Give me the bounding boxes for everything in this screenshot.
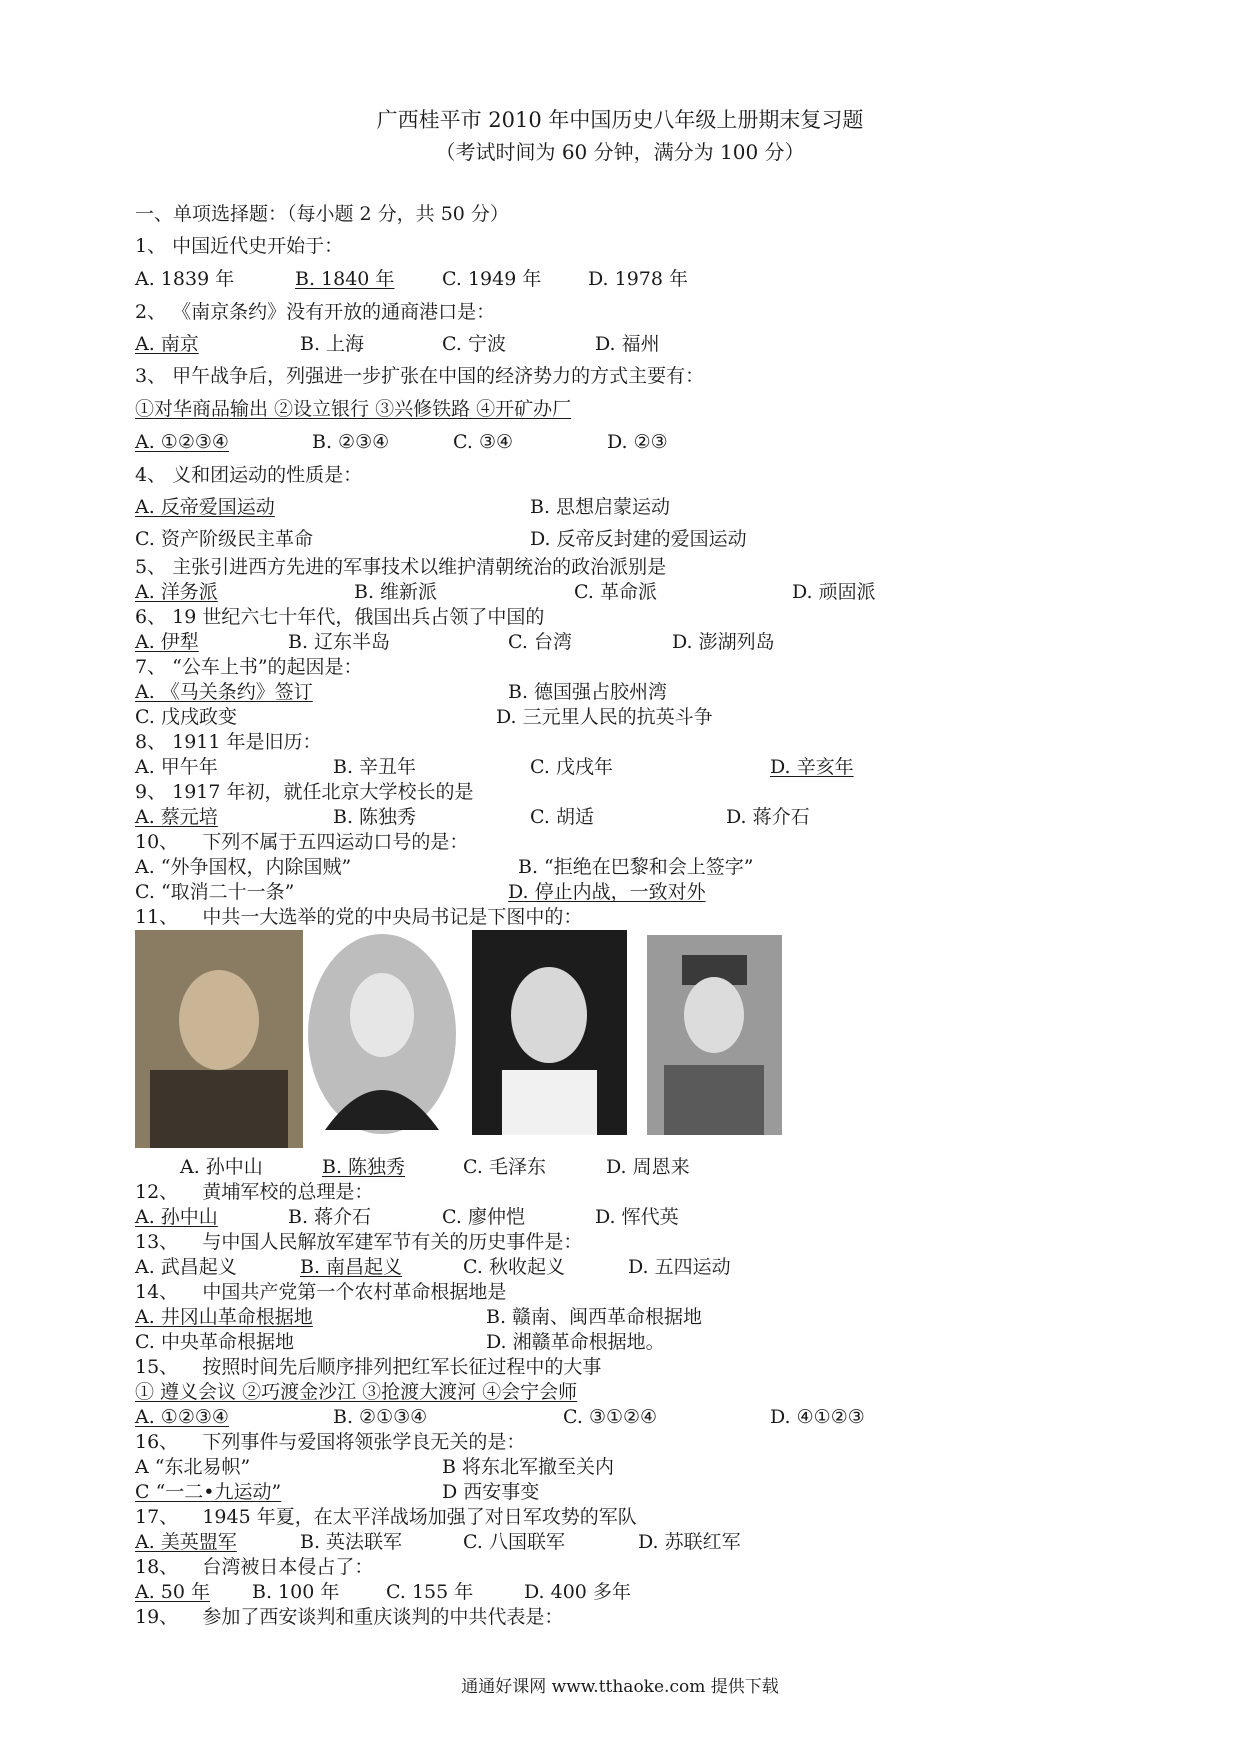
question-stem: 6、 19 世纪六七十年代，俄国出兵占领了中国的 [135, 606, 545, 628]
photo-face [179, 970, 259, 1070]
option: A. 美英盟军 [135, 1531, 237, 1553]
question-stem: 18、 台湾被日本侵占了： [135, 1556, 374, 1578]
option: C. ③①②④ [563, 1406, 658, 1428]
option: B. 100 年 [252, 1581, 340, 1603]
page-footer: 通通好课网 www.tthaoke.com 提供下载 [461, 1677, 779, 1697]
question-extra: ①对华商品输出 ②设立银行 ③兴修铁路 ④开矿办厂 [135, 398, 572, 420]
option: B 将东北军撤至关内 [442, 1456, 615, 1478]
option: B. ②①③④ [333, 1406, 428, 1428]
photo-body [150, 1070, 288, 1148]
question-stem: 16、 下列事件与爱国将领张学良无关的是： [135, 1431, 526, 1453]
option: C. 毛泽东 [463, 1156, 546, 1178]
portrait-photo [135, 930, 303, 1148]
option: B. 维新派 [354, 581, 438, 603]
option: A. 孙中山 [180, 1156, 263, 1178]
option: B. 英法联军 [300, 1531, 403, 1553]
photo-body [664, 1065, 764, 1135]
option: C. “取消二十一条” [135, 881, 295, 903]
option: B. 赣南、闽西革命根据地 [486, 1306, 703, 1328]
option: C. 革命派 [574, 581, 657, 603]
question-stem: 1、 中国近代史开始于： [135, 235, 344, 257]
option: B. 德国强占胶州湾 [508, 681, 668, 703]
question-extra: ① 遵义会议 ②巧渡金沙江 ③抢渡大渡河 ④会宁会师 [135, 1381, 578, 1403]
photo-face [350, 973, 414, 1057]
option: A. 武昌起义 [135, 1256, 237, 1278]
option: C. 1949 年 [442, 268, 542, 290]
option: D. 400 多年 [524, 1581, 631, 1603]
question-stem: 10、 下列不属于五四运动口号的是： [135, 831, 469, 853]
section-heading: 一、单项选择题：（每小题 2 分，共 50 分） [135, 203, 509, 225]
option: C. 资产阶级民主革命 [135, 528, 313, 550]
option: D. 恽代英 [595, 1206, 679, 1228]
photo-face [684, 977, 744, 1053]
option: C. 廖仲恺 [442, 1206, 525, 1228]
option: A. 伊犁 [135, 631, 199, 653]
option: B. 陈独秀 [333, 806, 417, 828]
option: A. 南京 [135, 333, 199, 355]
option: D. 停止内战，一致对外 [508, 881, 706, 903]
option: A. 反帝爱国运动 [135, 496, 275, 518]
question-stem: 8、 1911 年是旧历： [135, 731, 322, 753]
question-stem: 2、 《南京条约》没有开放的通商港口是： [135, 301, 496, 323]
option: C “一二•九运动” [135, 1481, 282, 1503]
option: D. 反帝反封建的爱国运动 [530, 528, 747, 550]
option: C. 宁波 [442, 333, 506, 355]
option: B. 辛丑年 [333, 756, 417, 778]
option: C. 戊戌政变 [135, 706, 237, 728]
option: D. ④①②③ [770, 1406, 865, 1428]
option: D 西安事变 [442, 1481, 540, 1503]
question-stem: 19、 参加了西安谈判和重庆谈判的中共代表是： [135, 1606, 564, 1628]
question-stem: 12、 黄埔军校的总理是： [135, 1181, 374, 1203]
option: A. 甲午年 [135, 756, 218, 778]
option: D. 周恩来 [606, 1156, 690, 1178]
option: A. 50 年 [135, 1581, 211, 1603]
option: A. 孙中山 [135, 1206, 218, 1228]
portrait-photo [642, 930, 787, 1140]
question-stem: 5、 主张引进西方先进的军事技术以维护清朝统治的政治派别是 [135, 556, 667, 578]
option: A. 井冈山革命根据地 [135, 1306, 313, 1328]
option: A. 《马关条约》签订 [135, 681, 313, 703]
option: A. 蔡元培 [135, 806, 218, 828]
option: D. 蒋介石 [726, 806, 810, 828]
question-stem: 4、 义和团运动的性质是： [135, 464, 363, 486]
option: D. 1978 年 [588, 268, 689, 290]
photo-face [511, 967, 587, 1063]
question-stem: 14、 中国共产党第一个农村革命根据地是 [135, 1281, 507, 1303]
question-stem: 11、 中共一大选举的党的中央局书记是下图中的： [135, 906, 583, 928]
option: B. 南昌起义 [300, 1256, 403, 1278]
option: D. 五四运动 [628, 1256, 731, 1278]
option: D. 湘赣革命根据地。 [486, 1331, 665, 1353]
photo-body [502, 1070, 597, 1135]
option: B. “拒绝在巴黎和会上签字” [518, 856, 754, 878]
option: D. 澎湖列岛 [672, 631, 775, 653]
question-stem: 9、 1917 年初，就任北京大学校长的是 [135, 781, 474, 803]
question-stem: 7、 “公车上书”的起因是： [135, 656, 363, 678]
option: B. ②③④ [312, 431, 390, 453]
option: C. ③④ [453, 431, 514, 453]
portrait-photo [305, 930, 460, 1138]
question-stem: 3、 甲午战争后，列强进一步扩张在中国的经济势力的方式主要有： [135, 365, 705, 387]
option: B. 蒋介石 [288, 1206, 372, 1228]
page-subtitle: （考试时间为 60 分钟，满分为 100 分） [435, 140, 805, 164]
option: D. 辛亥年 [770, 756, 854, 778]
option: A. ①②③④ [135, 431, 229, 453]
option: D. 三元里人民的抗英斗争 [496, 706, 713, 728]
option: B. 辽东半岛 [288, 631, 391, 653]
option: A. 洋务派 [135, 581, 218, 603]
option: B. 上海 [300, 333, 365, 355]
option: A. 1839 年 [135, 268, 235, 290]
option: C. 中央革命根据地 [135, 1331, 294, 1353]
option: C. 戊戌年 [530, 756, 613, 778]
option: D. 福州 [595, 333, 660, 355]
option: C. 八国联军 [463, 1531, 565, 1553]
option: D. ②③ [607, 431, 668, 453]
question-stem: 17、 1945 年夏，在太平洋战场加强了对日军攻势的军队 [135, 1506, 637, 1528]
option: D. 苏联红军 [638, 1531, 741, 1553]
page-title: 广西桂平市 2010 年中国历史八年级上册期末复习题 [376, 108, 864, 132]
question-stem: 15、 按照时间先后顺序排列把红军长征过程中的大事 [135, 1356, 602, 1378]
option: C. 台湾 [508, 631, 572, 653]
option: C. 155 年 [386, 1581, 474, 1603]
option: A. “外争国权，内除国贼” [135, 856, 352, 878]
option: C. 秋收起义 [463, 1256, 565, 1278]
question-stem: 13、 与中国人民解放军建军节有关的历史事件是： [135, 1231, 583, 1253]
option: A “东北易帜” [135, 1456, 251, 1478]
option: B. 陈独秀 [322, 1156, 406, 1178]
option: C. 胡适 [530, 806, 594, 828]
portrait-photo [472, 930, 627, 1135]
option: A. ①②③④ [135, 1406, 229, 1428]
option: B. 思想启蒙运动 [530, 496, 671, 518]
option: D. 顽固派 [792, 581, 876, 603]
option: B. 1840 年 [295, 268, 395, 290]
